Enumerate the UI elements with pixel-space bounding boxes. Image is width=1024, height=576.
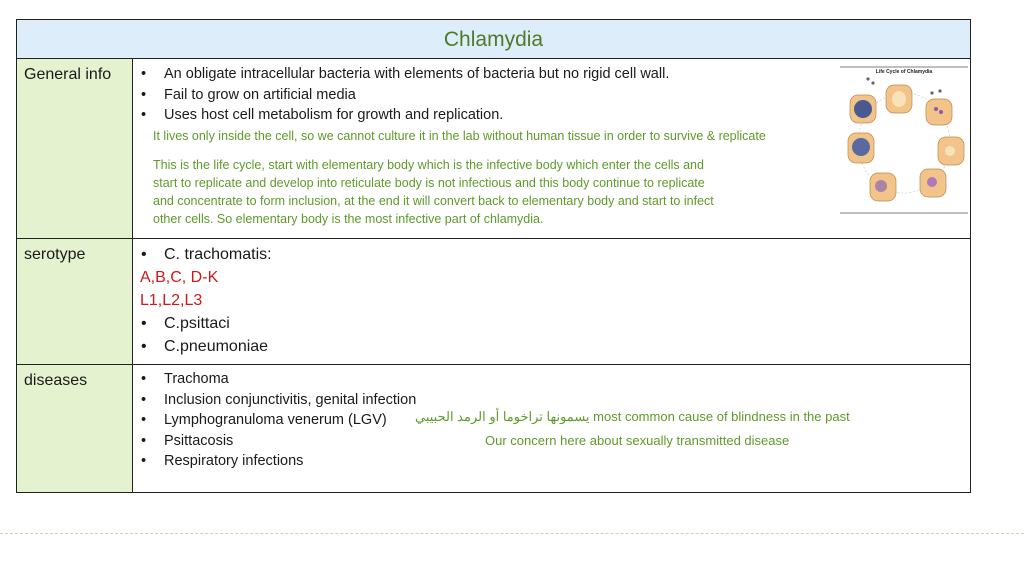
diseases-list [133, 369, 423, 472]
list-item: • Respiratory infections [133, 451, 423, 472]
life-cycle-note-line: other cells. So elementary body is the most infective part of chlamydia. [153, 212, 544, 226]
general-info-label: General info [17, 59, 133, 238]
serotype-species [133, 312, 970, 358]
list-item: • Inclusion conjunctivitis, genital infection [133, 390, 423, 411]
diseases-row [17, 365, 970, 492]
diseases-content [133, 365, 970, 492]
list-item: • Fail to grow on artificial media [133, 85, 733, 106]
blindness-note: most common cause of blindness in the past [593, 409, 850, 424]
list-item: • Psittacosis [133, 431, 423, 452]
life-cycle-diagram [840, 65, 968, 215]
std-note: Our concern here about sexually transmitted disease [485, 433, 790, 448]
serotype-row [17, 239, 970, 365]
life-cycle-note-line: and concentrate to form inclusion, at the end it will convert back to elementary body and start to infect [153, 194, 714, 208]
general-info-bullets [133, 64, 733, 126]
list-item: • An obligate intracellular bacteria with elements of bacteria but no rigid cell wall. [133, 64, 733, 85]
serotype-red-line: L1,L2,L3 [140, 292, 203, 309]
serotype-content [133, 243, 970, 364]
list-item: • C.psittaci [133, 312, 970, 335]
life-cycle-note-line: start to replicate and develop into reticulate body is not infectious and this body continue to replicate [153, 176, 705, 190]
serotype-label: serotype [17, 239, 133, 364]
table-title: Chlamydia [17, 20, 970, 59]
list-item: • C.pneumoniae [133, 335, 970, 358]
slide-divider [0, 533, 1024, 534]
life-cycle-note [153, 156, 714, 228]
serotype-list [133, 243, 970, 266]
culture-note: It lives only inside the cell, so we cannot culture it in the lab without human tissue in order to survive & replicate [153, 129, 766, 143]
diagram-title: Life Cycle of Chlamydia [875, 69, 933, 75]
general-info-content [133, 59, 970, 238]
trachoma-note [415, 409, 850, 425]
list-item: • C. trachomatis: [133, 243, 970, 266]
list-item: • Trachoma [133, 369, 423, 390]
serotype-red-line: A,B,C, D-K [140, 269, 219, 286]
life-cycle-note-line: This is the life cycle, start with elementary body which is the infective body which enter the cells and [153, 158, 704, 172]
list-item: • Uses host cell metabolism for growth and replication. [133, 105, 733, 126]
arabic-note: يسمونها تراخوما أو الرمد الحبيبي [415, 409, 590, 424]
general-info-row [17, 59, 970, 239]
diseases-label: diseases [17, 365, 133, 492]
list-item: • Lymphogranuloma venerum (LGV) [133, 410, 423, 431]
chlamydia-table [16, 19, 971, 493]
